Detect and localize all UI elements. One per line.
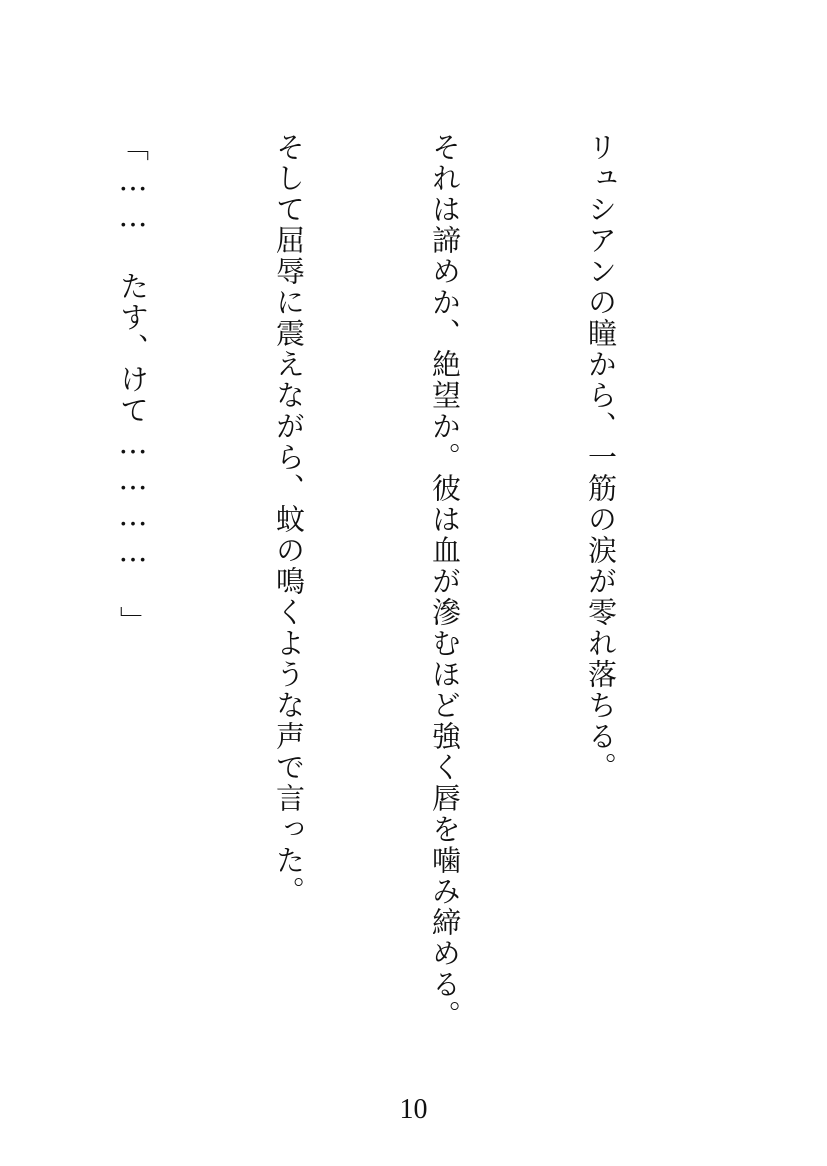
vertical-text-body [0, 132, 731, 1092]
page-number: 10 [399, 1094, 428, 1125]
paragraph-1: リュシアンの瞳から、一筋の涙が零れ落ちる。 [584, 132, 618, 783]
dialogue-2 [0, 132, 3, 1092]
dialogue-1: 「…… たす、けて………… 」 [116, 132, 150, 637]
paragraph-2: それは諦めか、絶望か。彼は血が滲むほど強く唇を噛み締める。 [428, 132, 462, 1031]
paragraph-3: そして屈辱に震えながら、蚊の鳴くような声で言った。 [272, 132, 306, 907]
